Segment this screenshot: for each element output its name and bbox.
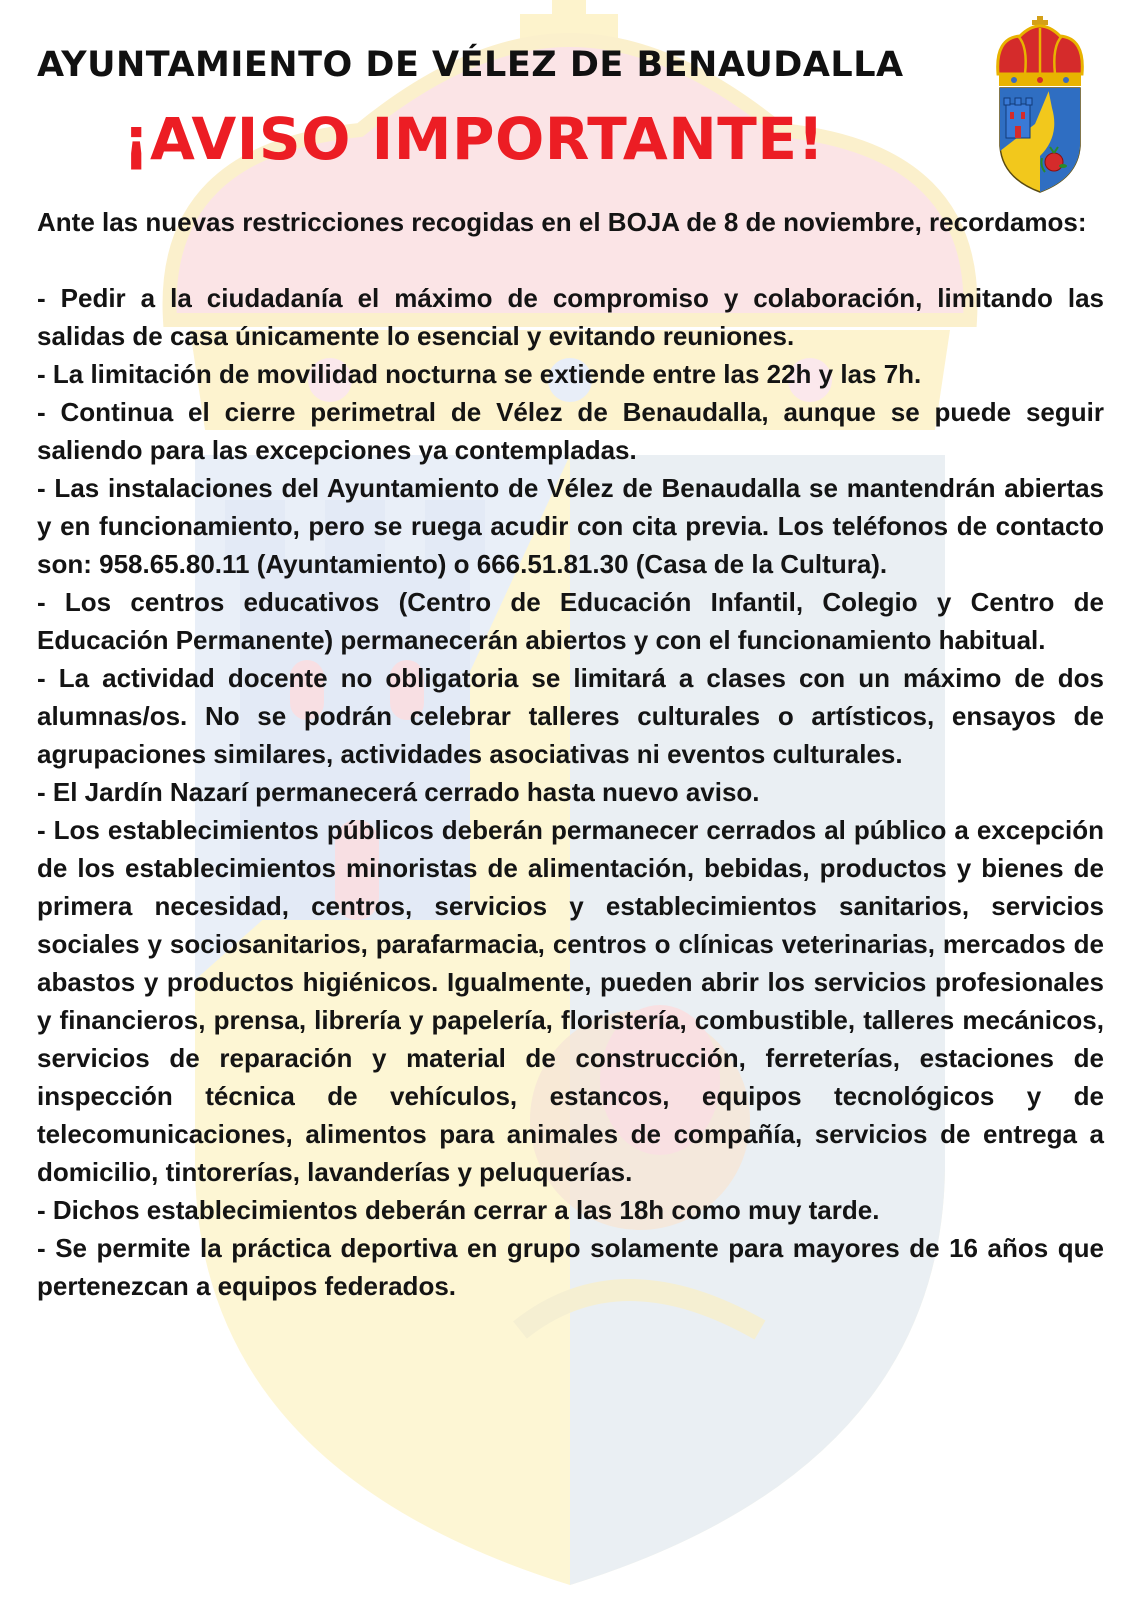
paragraph-gap xyxy=(37,241,1104,279)
notice-title: ¡AVISO IMPORTANTE! xyxy=(123,105,825,173)
notice-body xyxy=(37,203,1104,1305)
intro-paragraph: Ante las nuevas restricciones recogidas en el BOJA de 8 de noviembre, recordamos: xyxy=(37,207,1087,237)
header xyxy=(37,40,997,174)
measure-item: - La actividad docente no obligatoria se limitará a clases con un máximo de dos alumnas/os. No se podrán celebrar talleres culturales o artísticos, ensayos de agrupaciones similares, actividades asociativas ni eventos culturales. xyxy=(37,663,1104,769)
measure-item: - Dichos establecimientos deberán cerrar a las 18h como muy tarde. xyxy=(37,1195,880,1225)
measure-item: - La limitación de movilidad nocturna se extiende entre las 22h y las 7h. xyxy=(37,359,922,389)
measure-item: - Se permite la práctica deportiva en grupo solamente para mayores de 16 años que pertenezcan a equipos federados. xyxy=(37,1233,1104,1301)
measure-item: - El Jardín Nazarí permanecerá cerrado hasta nuevo aviso. xyxy=(37,777,760,807)
measure-item: - Pedir a la ciudadanía el máximo de compromiso y colaboración, limitando las salidas de casa únicamente lo esencial y evitando reuniones. xyxy=(37,283,1104,351)
measure-item: - Las instalaciones del Ayuntamiento de Vélez de Benaudalla se mantendrán abiertas y en funcionamiento, pero se ruega acudir con cita previa. Los teléfonos de contacto son: 958.65.80.11 (Ayuntamiento) o 666.51.81.30 (Casa de la Cultura). xyxy=(37,473,1104,579)
measure-item: - Continua el cierre perimetral de Vélez de Benaudalla, aunque se puede seguir saliendo para las excepciones ya contempladas. xyxy=(37,397,1104,465)
organization-title: AYUNTAMIENTO DE VÉLEZ DE BENAUDALLA xyxy=(37,45,904,85)
measure-item: - Los centros educativos (Centro de Educación Infantil, Colegio y Centro de Educación Permanente) permanecerán abiertos y con el funcionamiento habitual. xyxy=(37,587,1104,655)
measure-item: - Los establecimientos públicos deberán permanecer cerrados al público a excepción de los establecimientos minoristas de alimentación, bebidas, productos y bienes de primera necesidad, centros, servicios y establecimientos sanitarios, servicios sociales y sociosanitarios, parafarmacia, centros o clínicas veterinarias, mercados de abastos y productos higiénicos. Igualmente, pueden abrir los servicios profesionales y financieros, prensa, librería y papelería, floristería, combustible, talleres mecánicos, servicios de reparación y material de construcción, ferreterías, estaciones de inspección técnica de vehículos, estancos, equipos tecnológicos y de telecomunicaciones, alimentos para animales de compañía, servicios de entrega a domicilio, tintorerías, lavanderías y peluquerías. xyxy=(37,815,1104,1187)
coat-of-arms-icon xyxy=(990,16,1090,196)
